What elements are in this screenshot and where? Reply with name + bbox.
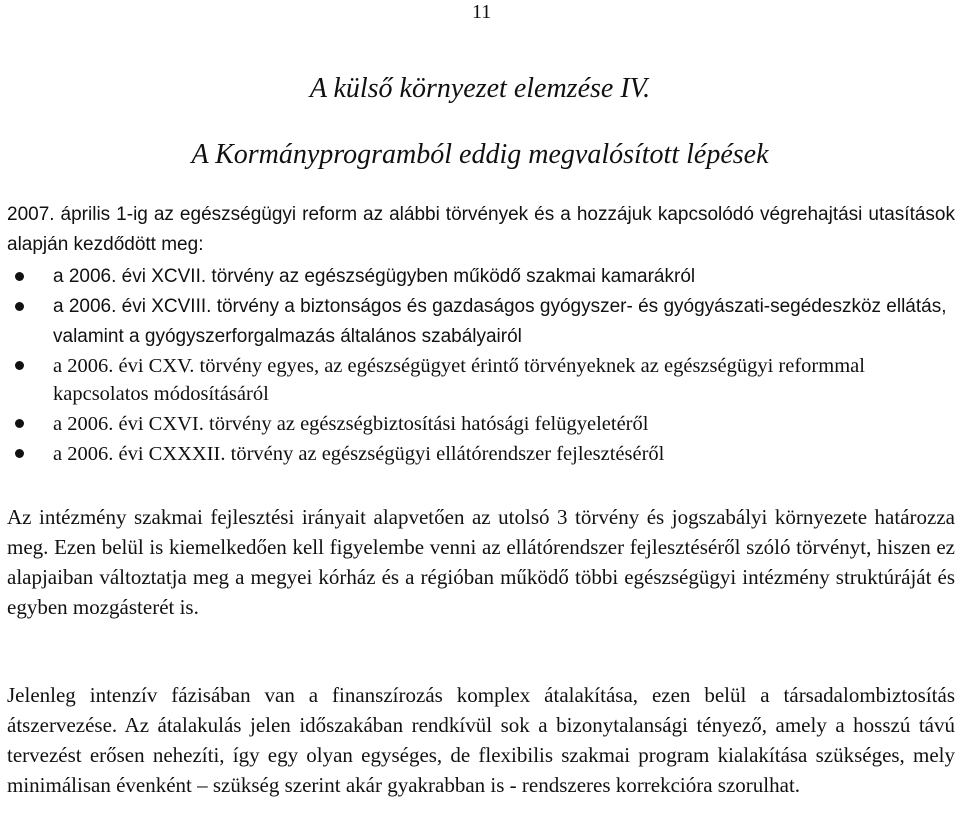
list-item <box>0 410 960 438</box>
bullet-icon <box>15 272 24 281</box>
list-item <box>0 292 960 352</box>
bullet-icon <box>15 302 24 311</box>
page-subtitle: A Kormányprogramból eddig megvalósított lépések <box>191 139 769 170</box>
list-item-text: a 2006. évi CXV. törvény egyes, az egészségügyet érintő törvényeknek az egészségügyi reformmal kapcsolatos módosításáról <box>53 355 865 405</box>
list-item-text: a 2006. évi XCVII. törvény az egészségügyben működő szakmai kamarákról <box>53 266 696 287</box>
body-paragraph: Jelenleg intenzív fázisában van a finanszírozás komplex átalakítása, ezen belül a társadalombiztosítás átszervezése. Az átalakulás jelen időszakában rendkívül sok a bizonytalansági tényező, amely a hosszú távú tervezést erősen nehezíti, így egy olyan egységes, de flexibilis szakmai program kialakítása szükséges, mely minimálisan évenként – szükség szerint akár gyakrabban is - rendszeres korrekcióra szorulhat. <box>7 683 955 797</box>
bullet-icon <box>15 449 24 458</box>
page-number: 11 <box>472 1 492 23</box>
list-item-text: a 2006. évi XCVIII. törvény a biztonságos és gazdaságos gyógyszer- és gyógyászati-segédeszköz ellátás, valamint a gyógyszerforgalmazás általános szabályairól <box>53 296 947 347</box>
list-item-text: a 2006. évi CXVI. törvény az egészségbiztosítási hatósági felügyeletéről <box>53 413 649 435</box>
list-item <box>0 440 960 468</box>
bullet-icon <box>15 419 24 428</box>
list-item-text: a 2006. évi CXXXII. törvény az egészségügyi ellátórendszer fejlesztéséről <box>53 443 665 465</box>
law-list <box>0 262 960 470</box>
body-paragraph: Az intézmény szakmai fejlesztési irányait alapvetően az utolsó 3 törvény és jogszabályi környezete határozza meg. Ezen belül is kiemelkedően kell figyelembe venni az ellátórendszer fejlesztéséről szóló törvényt, hiszen ez alapjaiban változtatja meg a megyei kórház és a régióban működő többi egészségügyi intézmény struktúráját és egyben mozgásterét is. <box>7 505 955 619</box>
list-item <box>0 352 960 408</box>
intro-text: 2007. április 1-ig az egészségügyi reform az alábbi törvények és a hozzájuk kapcsolódó végrehajtási utasítások alapján kezdődött meg: <box>7 204 955 255</box>
list-item <box>0 262 960 292</box>
bullet-icon <box>15 361 24 370</box>
page-title: A külső környezet elemzése IV. <box>309 73 651 104</box>
